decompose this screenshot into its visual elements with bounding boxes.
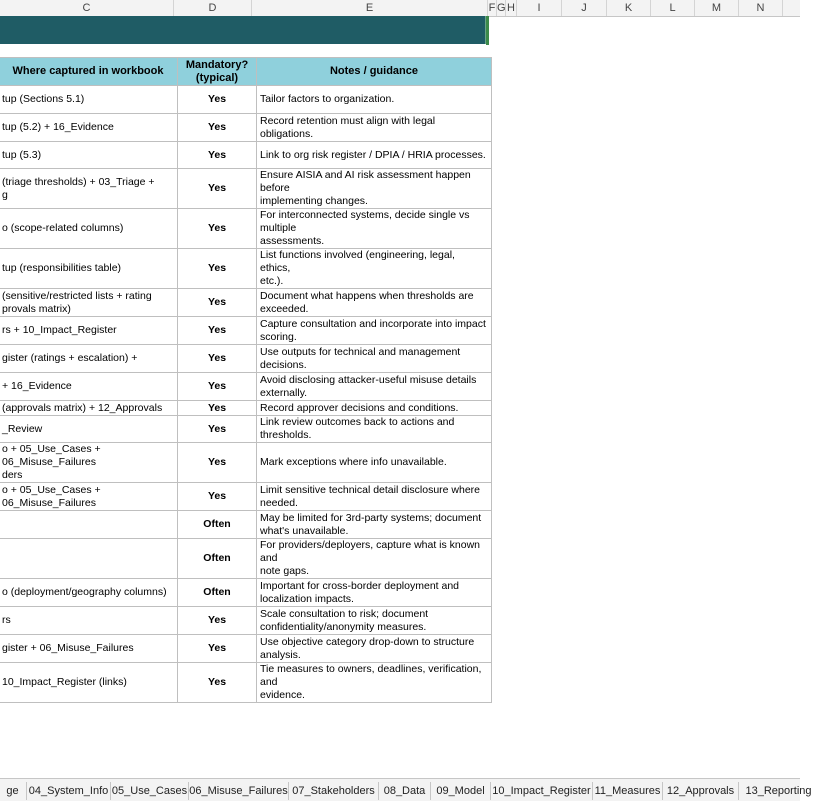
- column-header-g[interactable]: G: [497, 2, 506, 14]
- cell-mandatory[interactable]: Yes: [178, 635, 257, 663]
- cell-where-captured[interactable]: (approvals matrix) + 12_Approvals: [0, 401, 178, 416]
- table-row: [0, 401, 492, 416]
- cell-mandatory[interactable]: Yes: [178, 86, 257, 114]
- table-row: [0, 169, 492, 209]
- cell-notes[interactable]: Capture consultation and incorporate into impact scoring.: [257, 317, 492, 345]
- cell-where-captured[interactable]: tup (5.3): [0, 142, 178, 169]
- table-row: [0, 607, 492, 635]
- title-banner-cell[interactable]: [0, 16, 487, 44]
- table-row: [0, 209, 492, 249]
- table-row: [0, 579, 492, 607]
- cell-notes[interactable]: Tie measures to owners, deadlines, verification, and evidence.: [257, 663, 492, 703]
- cell-mandatory[interactable]: Yes: [178, 289, 257, 317]
- table-row: [0, 416, 492, 443]
- cell-where-captured[interactable]: gister (ratings + escalation) +: [0, 345, 178, 373]
- cell-mandatory[interactable]: Yes: [178, 401, 257, 416]
- column-header-l[interactable]: L: [651, 0, 695, 16]
- cell-where-captured[interactable]: tup (5.2) + 16_Evidence: [0, 114, 178, 142]
- table-row: [0, 317, 492, 345]
- cell-mandatory[interactable]: Yes: [178, 169, 257, 209]
- cell-mandatory[interactable]: Yes: [178, 114, 257, 142]
- table-row: [0, 635, 492, 663]
- column-header-n[interactable]: N: [739, 0, 783, 16]
- cell-where-captured[interactable]: rs: [0, 607, 178, 635]
- cell-where-captured[interactable]: (sensitive/restricted lists + rating provals matrix): [0, 289, 178, 317]
- sheet-tab[interactable]: 06_Misuse_Failures: [188, 782, 288, 800]
- table-row: [0, 663, 492, 703]
- cell-notes[interactable]: Document what happens when thresholds are exceeded.: [257, 289, 492, 317]
- cell-notes[interactable]: Mark exceptions where info unavailable.: [257, 443, 492, 483]
- cell-notes[interactable]: Avoid disclosing attacker-useful misuse details externally.: [257, 373, 492, 401]
- cell-where-captured[interactable]: rs + 10_Impact_Register: [0, 317, 178, 345]
- sheet-tab[interactable]: 09_Model: [430, 782, 490, 800]
- cell-where-captured[interactable]: tup (Sections 5.1): [0, 86, 178, 114]
- cell-notes[interactable]: For providers/deployers, capture what is known and note gaps.: [257, 539, 492, 579]
- cell-notes[interactable]: List functions involved (engineering, legal, ethics, etc.).: [257, 249, 492, 289]
- cell-where-captured[interactable]: o (scope-related columns): [0, 209, 178, 249]
- cell-where-captured[interactable]: gister + 06_Misuse_Failures: [0, 635, 178, 663]
- sheet-tab[interactable]: 08_Data: [378, 782, 430, 800]
- table-header-row: [0, 58, 492, 86]
- cell-where-captured[interactable]: + 16_Evidence: [0, 373, 178, 401]
- table-row: [0, 86, 492, 114]
- cell-notes[interactable]: Ensure AISIA and AI risk assessment happen before implementing changes.: [257, 169, 492, 209]
- table-row: [0, 249, 492, 289]
- cell-where-captured[interactable]: _Review: [0, 416, 178, 443]
- cell-where-captured[interactable]: o + 05_Use_Cases + 06_Misuse_Failures ders: [0, 443, 178, 483]
- cell-mandatory[interactable]: Yes: [178, 249, 257, 289]
- table-row: [0, 373, 492, 401]
- sheet-tab[interactable]: 04_System_Info: [26, 782, 110, 800]
- header-mandatory[interactable]: Mandatory? (typical): [178, 58, 257, 86]
- column-header-bar: [0, 0, 800, 17]
- column-header-e[interactable]: E: [252, 0, 488, 16]
- cell-mandatory[interactable]: Yes: [178, 607, 257, 635]
- sheet-tab[interactable]: 12_Approvals: [662, 782, 738, 800]
- selection-border: [486, 16, 489, 45]
- cell-notes[interactable]: Link to org risk register / DPIA / HRIA processes.: [257, 142, 492, 169]
- sheet-tab[interactable]: 13_Reporting: [738, 782, 818, 800]
- column-header-c[interactable]: C: [0, 0, 174, 16]
- cell-notes[interactable]: Use objective category drop-down to structure analysis.: [257, 635, 492, 663]
- sheet-tab[interactable]: 05_Use_Cases: [110, 782, 188, 800]
- cell-where-captured[interactable]: (triage thresholds) + 03_Triage + g: [0, 169, 178, 209]
- guidance-table: [0, 57, 492, 703]
- cell-where-captured[interactable]: o + 05_Use_Cases + 06_Misuse_Failures: [0, 483, 178, 511]
- cell-notes[interactable]: May be limited for 3rd-party systems; document what's unavailable.: [257, 511, 492, 539]
- table-row: [0, 443, 492, 483]
- cell-notes[interactable]: Tailor factors to organization.: [257, 86, 492, 114]
- table-row: [0, 539, 492, 579]
- cell-mandatory[interactable]: Yes: [178, 209, 257, 249]
- cell-notes[interactable]: Limit sensitive technical detail disclosure where needed.: [257, 483, 492, 511]
- table-row: [0, 511, 492, 539]
- cell-mandatory[interactable]: Yes: [178, 483, 257, 511]
- column-header-h[interactable]: H: [506, 0, 517, 16]
- cell-mandatory[interactable]: Often: [178, 539, 257, 579]
- cell-notes[interactable]: Scale consultation to risk; document confidentiality/anonymity measures.: [257, 607, 492, 635]
- header-notes[interactable]: Notes / guidance: [257, 58, 492, 86]
- column-header-i[interactable]: I: [517, 0, 562, 16]
- sheet-tab[interactable]: 07_Stakeholders: [288, 782, 378, 800]
- table-row: [0, 345, 492, 373]
- table-row: [0, 483, 492, 511]
- cell-notes[interactable]: For interconnected systems, decide single vs multiple assessments.: [257, 209, 492, 249]
- cell-notes[interactable]: Important for cross-border deployment and localization impacts.: [257, 579, 492, 607]
- cell-mandatory[interactable]: Yes: [178, 317, 257, 345]
- cell-mandatory[interactable]: Yes: [178, 443, 257, 483]
- cell-mandatory[interactable]: Yes: [178, 142, 257, 169]
- cell-mandatory[interactable]: Often: [178, 579, 257, 607]
- header-where-captured[interactable]: Where captured in workbook: [0, 58, 178, 86]
- table-row: [0, 142, 492, 169]
- table-row: [0, 114, 492, 142]
- column-header-d[interactable]: D: [174, 0, 252, 16]
- column-header-f[interactable]: F: [488, 2, 496, 14]
- column-header-k[interactable]: K: [607, 0, 651, 16]
- cell-mandatory[interactable]: Yes: [178, 345, 257, 373]
- sheet-tab[interactable]: 11_Measures: [592, 782, 662, 800]
- cell-where-captured[interactable]: tup (responsibilities table): [0, 249, 178, 289]
- sheet-tab[interactable]: ge: [0, 782, 26, 800]
- cell-notes[interactable]: Use outputs for technical and management decisions.: [257, 345, 492, 373]
- table-row: [0, 289, 492, 317]
- cell-mandatory[interactable]: Often: [178, 511, 257, 539]
- column-header-m[interactable]: M: [695, 0, 739, 16]
- cell-where-captured[interactable]: 10_Impact_Register (links): [0, 663, 178, 703]
- sheet-tab-bar: [0, 778, 812, 801]
- column-header-j[interactable]: J: [562, 0, 607, 16]
- cell-notes[interactable]: Record approver decisions and conditions.: [257, 401, 492, 416]
- cell-mandatory[interactable]: Yes: [178, 663, 257, 703]
- cell-where-captured[interactable]: [0, 511, 178, 539]
- cell-mandatory[interactable]: Yes: [178, 416, 257, 443]
- cell-mandatory[interactable]: Yes: [178, 373, 257, 401]
- cell-notes[interactable]: Record retention must align with legal obligations.: [257, 114, 492, 142]
- cell-where-captured[interactable]: o (deployment/geography columns): [0, 579, 178, 607]
- cell-where-captured[interactable]: [0, 539, 178, 579]
- sheet-tab[interactable]: 10_Impact_Register: [490, 782, 592, 800]
- cell-notes[interactable]: Link review outcomes back to actions and thresholds.: [257, 416, 492, 443]
